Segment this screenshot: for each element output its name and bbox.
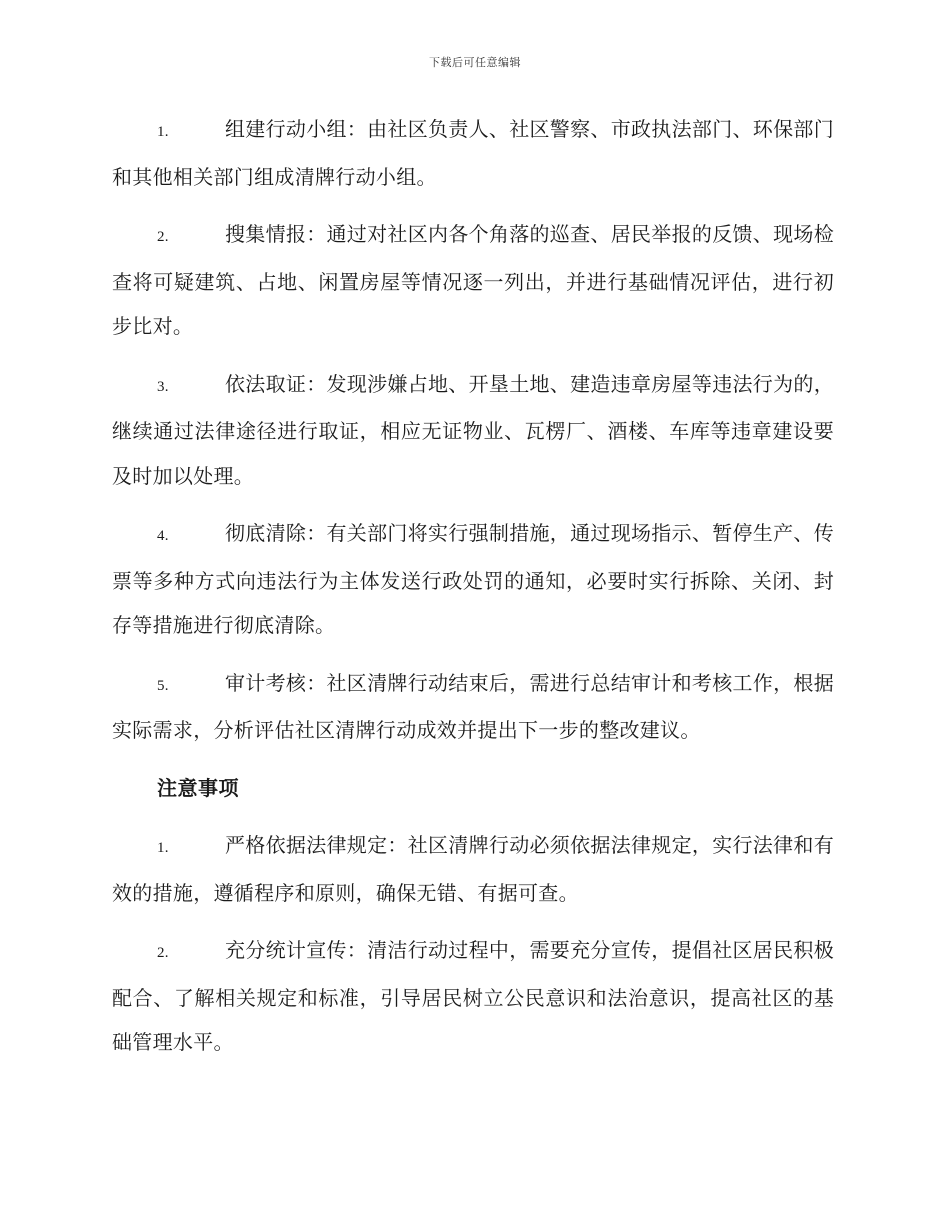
step-text: 彻底清除：有关部门将实行强制措施，通过现场指示、暂停生产、传票等多种方式向违法行为主体发送行政处罚的通知，必要时实行拆除、关闭、封存等措施进行彻底清除。: [112, 521, 834, 637]
step-text: 依法取证：发现涉嫌占地、开垦土地、建造违章房屋等违法行为的，继续通过法律途径进行取证，相应无证物业、瓦楞厂、酒楼、车库等违章建设要及时加以处理。: [112, 371, 834, 488]
step-number: 1.: [157, 124, 169, 140]
step-text: 搜集情报：通过对社区内各个角落的巡查、居民举报的反馈、现场检查将可疑建筑、占地、闲置房屋等情况逐一列出，并进行基础情况评估，进行初步比对。: [112, 222, 834, 338]
step-number: 2.: [157, 229, 169, 245]
note-text: 严格依据法律规定：社区清牌行动必须依据法律规定，实行法律和有效的措施，遵循程序和原则，确保无错、有据可查。: [112, 833, 834, 905]
step-item: [112, 511, 834, 648]
notes-heading: 注意事项: [157, 775, 239, 800]
step-item: [112, 212, 834, 349]
step-item: [112, 107, 834, 199]
note-number: 2.: [157, 945, 169, 961]
note-text: 充分统计宣传：清洁行动过程中，需要充分宣传，提倡社区居民积极配合、了解相关规定和标准，引导居民树立公民意识和法治意识，提高社区的基础管理水平。: [112, 938, 834, 1054]
note-item: [112, 823, 834, 915]
step-number: 4.: [157, 528, 169, 544]
step-number: 5.: [157, 677, 169, 694]
step-item: [112, 661, 834, 753]
document-body: [112, 107, 834, 1078]
note-number: 1.: [157, 840, 169, 856]
step-text: 审计考核：社区清牌行动结束后，需进行总结审计和考核工作，根据实际需求，分析评估社区清牌行动成效并提出下一步的整改建议。: [112, 670, 834, 742]
step-number: 3.: [157, 378, 169, 395]
step-text: 组建行动小组：由社区负责人、社区警察、市政执法部门、环保部门和其他相关部门组成清牌行动小组。: [112, 117, 834, 189]
note-item: [112, 928, 834, 1065]
step-item: [112, 362, 834, 499]
header-note: 下载后可任意编辑: [429, 56, 521, 69]
